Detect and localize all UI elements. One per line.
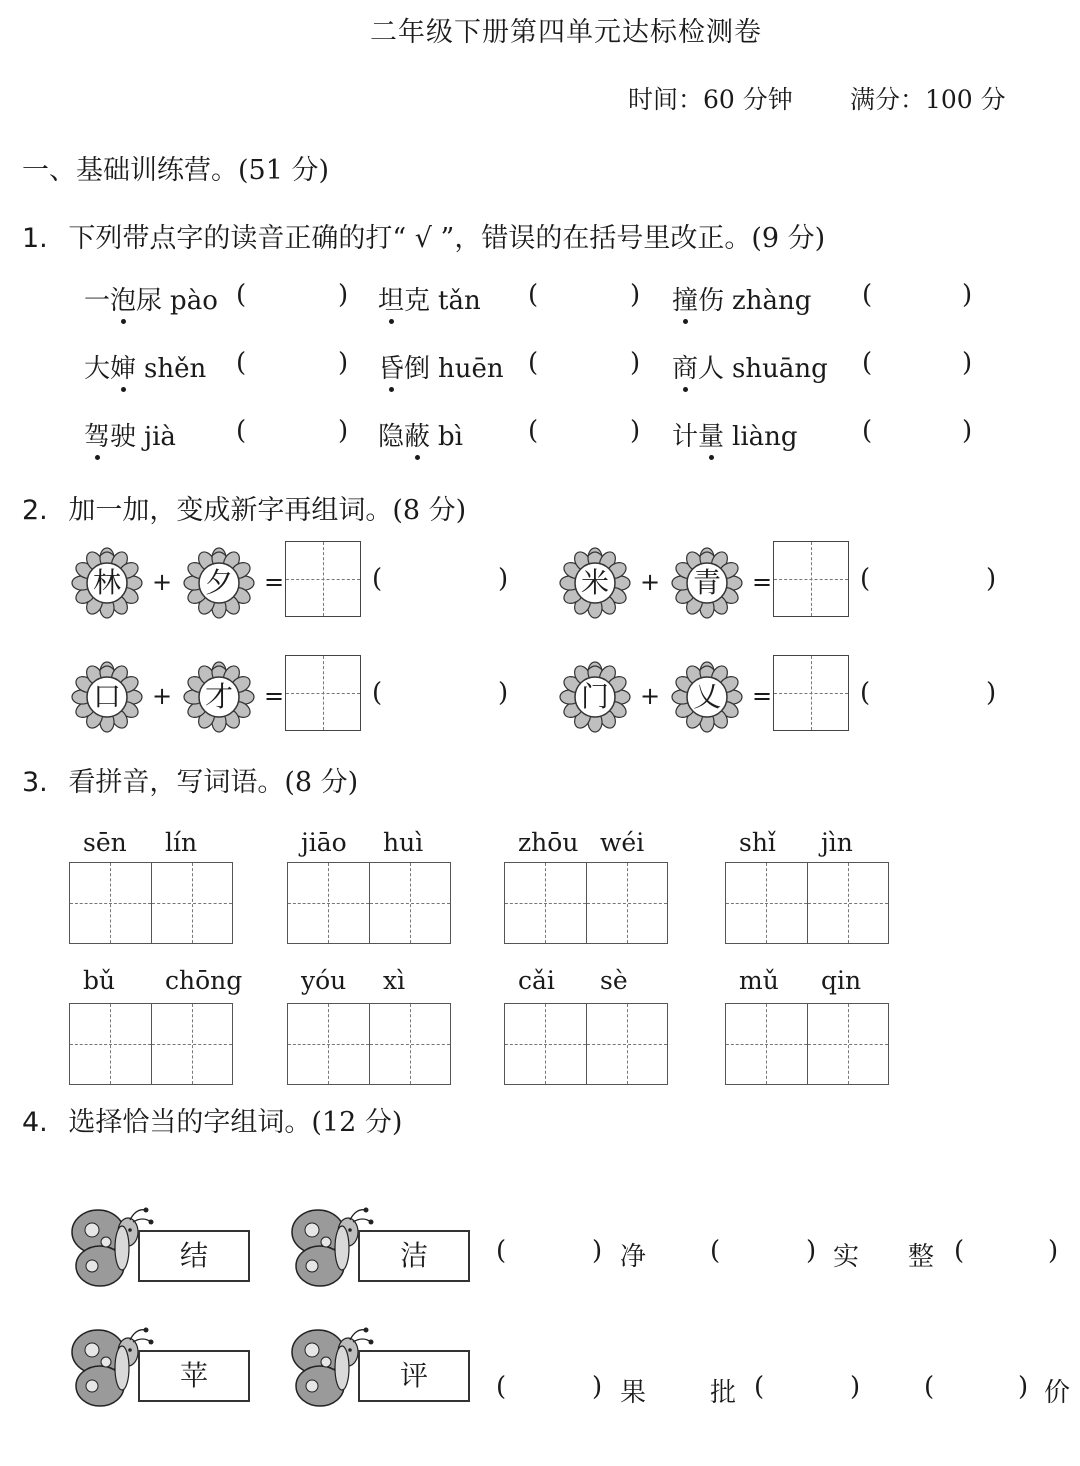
pinyin: huēn — [438, 354, 504, 384]
question-number: 4. — [22, 1107, 48, 1138]
grid-cell[interactable] — [808, 863, 889, 943]
pinyin: lín — [165, 828, 198, 857]
word-grid[interactable] — [504, 862, 668, 944]
flower-char: 门 — [580, 680, 609, 713]
answer-paren-open[interactable]: ( — [496, 1236, 507, 1266]
plus-sign: + — [640, 682, 661, 710]
flower-char: 口 — [92, 680, 121, 713]
flower-char-b — [670, 546, 744, 620]
flower-char-a — [558, 546, 632, 620]
word-grid[interactable] — [69, 1003, 233, 1085]
word-grid[interactable] — [725, 862, 889, 944]
word-char: 整 — [908, 1242, 935, 1272]
question-3 — [22, 760, 358, 799]
answer-paren-open[interactable]: ( — [862, 348, 873, 378]
flower-char-a — [70, 660, 144, 734]
answer-paren-close: ) — [498, 678, 509, 708]
pinyin: zhōu — [518, 828, 579, 857]
answer-paren-close: ) — [592, 1372, 603, 1402]
word-char: 驶 — [110, 422, 137, 452]
q1-word — [672, 416, 798, 453]
answer-box[interactable] — [773, 655, 849, 731]
grid-cell[interactable] — [505, 1004, 587, 1084]
dotted-char: 驾 — [84, 416, 110, 453]
dotted-char: 蔽 — [404, 416, 430, 453]
q1-word — [378, 348, 504, 385]
answer-paren-open[interactable]: ( — [710, 1236, 721, 1266]
word-char: 尿 — [136, 286, 163, 316]
pinyin: bì — [438, 422, 463, 452]
answer-paren-close: ) — [1048, 1236, 1059, 1266]
question-number: 1. — [22, 223, 48, 254]
answer-paren-close: ) — [630, 348, 641, 378]
grid-cell[interactable] — [288, 863, 370, 943]
q1-word — [672, 348, 828, 385]
word-char: 一 — [84, 286, 111, 316]
word-char: 伤 — [698, 286, 725, 316]
word-char: 克 — [404, 286, 431, 316]
answer-paren-open[interactable]: ( — [862, 280, 873, 310]
dotted-char: 撞 — [672, 280, 698, 317]
flower-char-a — [558, 660, 632, 734]
answer-paren-close: ) — [338, 348, 349, 378]
word-char: 隐 — [378, 422, 405, 452]
question-number: 2. — [22, 495, 48, 526]
flower-char-b — [182, 660, 256, 734]
pinyin: sēn — [83, 828, 127, 857]
answer-paren-close: ) — [962, 416, 973, 446]
answer-paren-close: ) — [986, 678, 997, 708]
time-label: 时间：60 分钟 — [628, 85, 793, 114]
answer-paren-open[interactable]: ( — [236, 348, 247, 378]
pinyin: wéi — [600, 828, 645, 857]
word-grid[interactable] — [504, 1003, 668, 1085]
pinyin: huì — [383, 828, 424, 857]
word-grid[interactable] — [287, 862, 451, 944]
char-card: 评 — [358, 1350, 470, 1402]
answer-paren-close: ) — [986, 564, 997, 594]
word-char: 实 — [833, 1242, 860, 1272]
flower-char-b — [670, 660, 744, 734]
grid-cell[interactable] — [70, 863, 152, 943]
plus-sign: + — [152, 568, 173, 596]
pinyin: shěn — [144, 354, 207, 384]
word-grid[interactable] — [725, 1003, 889, 1085]
word-char: 人 — [698, 354, 725, 384]
answer-box[interactable] — [285, 655, 361, 731]
equals-sign: = — [752, 682, 773, 710]
answer-paren-close: ) — [962, 348, 973, 378]
grid-cell[interactable] — [370, 863, 451, 943]
grid-cell[interactable] — [587, 863, 668, 943]
answer-paren-open[interactable]: ( — [528, 280, 539, 310]
grid-cell[interactable] — [152, 1004, 233, 1084]
question-2 — [22, 488, 466, 527]
answer-paren-open[interactable]: ( — [862, 416, 873, 446]
answer-paren-open[interactable]: ( — [954, 1236, 965, 1266]
pinyin: shǐ — [739, 828, 776, 857]
q1-word — [84, 416, 176, 453]
flower-char-b — [182, 546, 256, 620]
flower-char: 才 — [204, 680, 233, 713]
answer-paren-close: ) — [962, 280, 973, 310]
pinyin: sè — [600, 966, 628, 995]
answer-paren-open[interactable]: ( — [528, 348, 539, 378]
question-text: 加一加，变成新字再组词。(8 分) — [68, 495, 467, 526]
page-title: 二年级下册第四单元达标检测卷 — [370, 17, 762, 48]
q1-word — [378, 280, 481, 317]
word-char: 果 — [620, 1378, 647, 1408]
char-card: 洁 — [358, 1230, 470, 1282]
grid-cell[interactable] — [370, 1004, 451, 1084]
equals-sign: = — [752, 568, 773, 596]
answer-paren-close: ) — [592, 1236, 603, 1266]
butterfly-card — [70, 1322, 255, 1412]
flower-char: 乂 — [692, 680, 721, 713]
grid-cell[interactable] — [587, 1004, 668, 1084]
dotted-char: 泡 — [110, 280, 136, 317]
answer-paren-close: ) — [338, 280, 349, 310]
pinyin: jiāo — [301, 828, 347, 857]
flower-char-a — [70, 546, 144, 620]
answer-box[interactable] — [773, 541, 849, 617]
question-4 — [22, 1100, 402, 1139]
flower-char: 林 — [92, 566, 121, 599]
dotted-char: 婶 — [110, 348, 136, 385]
q1-word — [672, 280, 811, 317]
dotted-char: 昏 — [378, 348, 404, 385]
answer-paren-open[interactable]: ( — [236, 280, 247, 310]
score-label: 满分：100 分 — [850, 85, 1006, 114]
flower-char: 米 — [580, 566, 609, 599]
char-card: 结 — [138, 1230, 250, 1282]
question-1 — [22, 216, 825, 255]
answer-paren-close: ) — [630, 280, 641, 310]
answer-paren-open[interactable]: ( — [496, 1372, 507, 1402]
equals-sign: = — [264, 682, 285, 710]
dotted-char: 商 — [672, 348, 698, 385]
dotted-char: 坦 — [378, 280, 404, 317]
answer-paren-open[interactable]: ( — [924, 1372, 935, 1402]
word-grid[interactable] — [69, 862, 233, 944]
q1-word — [84, 280, 218, 317]
word-char: 批 — [710, 1378, 737, 1408]
flower-char: 夕 — [204, 566, 233, 599]
question-text: 看拼音，写词语。(8 分) — [68, 767, 359, 798]
answer-paren-close: ) — [806, 1236, 817, 1266]
answer-paren-open[interactable]: ( — [372, 678, 383, 708]
answer-paren-close: ) — [1018, 1372, 1029, 1402]
question-text: 选择恰当的字组词。(12 分) — [68, 1107, 403, 1138]
equals-sign: = — [264, 568, 285, 596]
pinyin: mǔ — [739, 966, 779, 995]
answer-paren-close: ) — [850, 1372, 861, 1402]
answer-paren-open[interactable]: ( — [372, 564, 383, 594]
answer-paren-close: ) — [630, 416, 641, 446]
grid-cell[interactable] — [505, 863, 587, 943]
pinyin: zhàng — [732, 286, 812, 316]
butterfly-card — [290, 1322, 475, 1412]
word-char: 计 — [672, 422, 699, 452]
butterfly-card — [70, 1202, 255, 1292]
pinyin: jìn — [821, 828, 853, 857]
grid-cell[interactable] — [152, 863, 233, 943]
question-number: 3. — [22, 767, 48, 798]
pinyin: chōng — [165, 966, 243, 995]
answer-paren-open[interactable]: ( — [754, 1372, 765, 1402]
grid-cell[interactable] — [726, 863, 808, 943]
pinyin: xì — [383, 966, 406, 995]
answer-paren-close: ) — [498, 564, 509, 594]
answer-paren-close: ) — [338, 416, 349, 446]
grid-cell[interactable] — [726, 1004, 808, 1084]
pinyin: tǎn — [438, 286, 481, 316]
pinyin: shuāng — [732, 354, 828, 384]
pinyin: jià — [144, 422, 176, 452]
answer-paren-open[interactable]: ( — [860, 678, 871, 708]
word-char: 大 — [84, 354, 111, 384]
word-char: 倒 — [404, 354, 431, 384]
pinyin: yóu — [301, 966, 347, 995]
pinyin: bǔ — [83, 966, 116, 995]
answer-paren-open[interactable]: ( — [528, 416, 539, 446]
butterfly-card — [290, 1202, 475, 1292]
pinyin: liàng — [732, 422, 798, 452]
plus-sign: + — [152, 682, 173, 710]
q1-word — [84, 348, 206, 385]
grid-cell[interactable] — [808, 1004, 889, 1084]
grid-cell[interactable] — [288, 1004, 370, 1084]
pinyin: pào — [170, 286, 218, 316]
answer-paren-open[interactable]: ( — [860, 564, 871, 594]
word-char: 价 — [1044, 1378, 1071, 1408]
word-char: 净 — [620, 1242, 647, 1272]
answer-box[interactable] — [285, 541, 361, 617]
question-text: 下列带点字的读音正确的打“ √ ”，错误的在括号里改正。(9 分) — [68, 223, 826, 254]
dotted-char: 量 — [698, 416, 724, 453]
section-title: 一、基础训练营。(51 分) — [22, 155, 330, 186]
char-card: 苹 — [138, 1350, 250, 1402]
pinyin: cǎi — [518, 966, 555, 995]
grid-cell[interactable] — [70, 1004, 152, 1084]
q1-word — [378, 416, 463, 453]
plus-sign: + — [640, 568, 661, 596]
word-grid[interactable] — [287, 1003, 451, 1085]
flower-char: 青 — [692, 566, 721, 599]
pinyin: qin — [821, 966, 862, 995]
answer-paren-open[interactable]: ( — [236, 416, 247, 446]
